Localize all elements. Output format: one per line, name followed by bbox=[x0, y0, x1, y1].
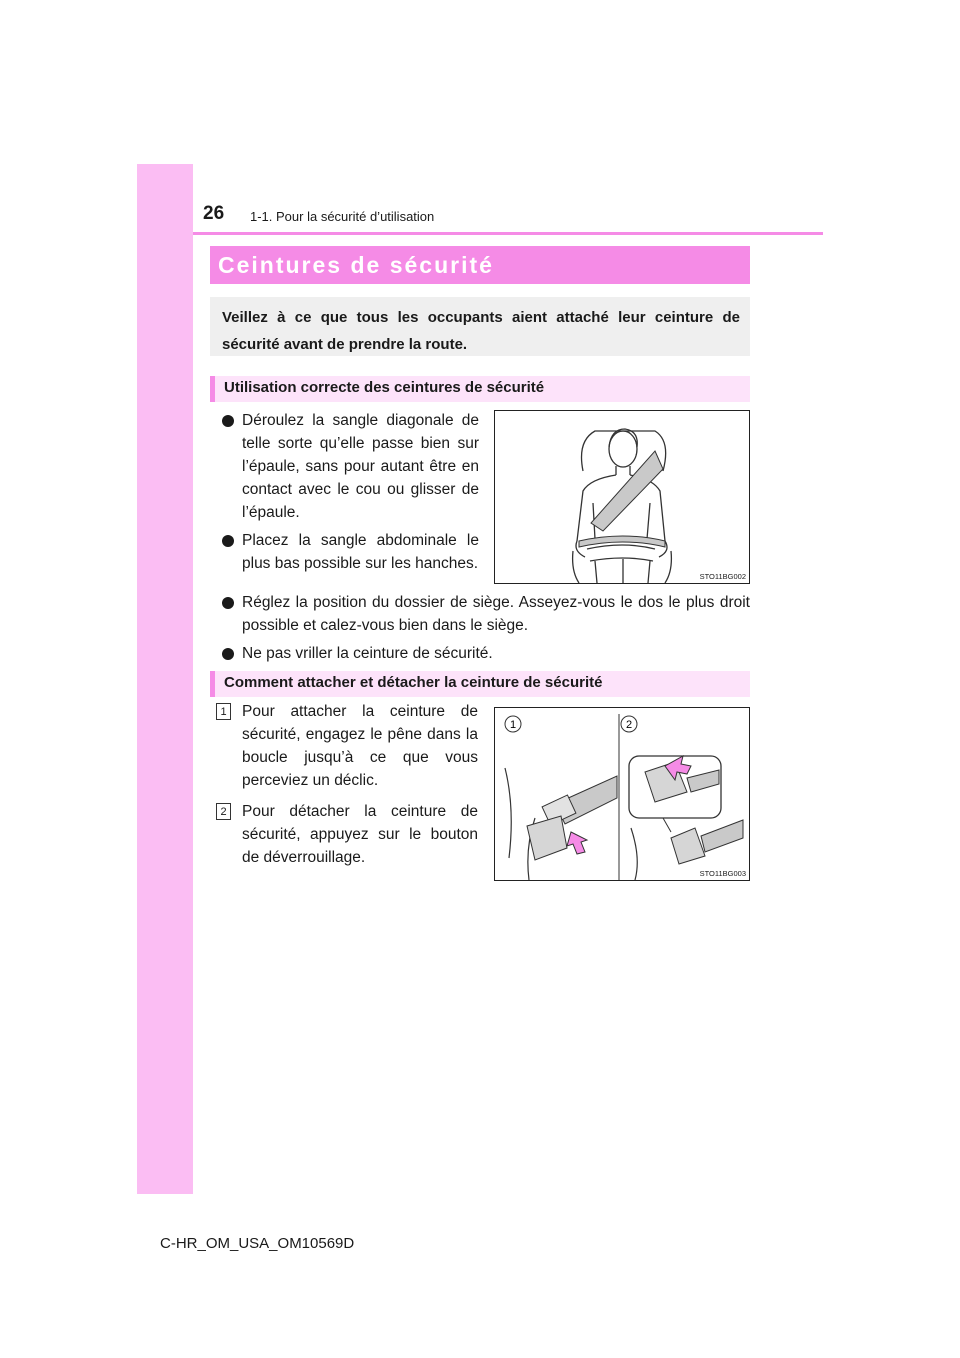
figure-code: STO11BG002 bbox=[699, 572, 746, 581]
section-heading-usage bbox=[210, 376, 750, 402]
buckle-illustration bbox=[495, 708, 749, 880]
steps-list bbox=[216, 700, 478, 877]
step-text: Pour attacher la ceinture de sécurité, engagez le pêne dans la boucle jusqu’à ce que vous perceviez un déclic. bbox=[242, 703, 478, 789]
bullet-icon bbox=[222, 597, 234, 609]
step-number: 2 bbox=[216, 803, 231, 820]
buckle-figure bbox=[494, 707, 750, 881]
bullet-icon bbox=[222, 415, 234, 427]
bullet-text: Déroulez la sangle diagonale de telle sorte qu’elle passe bien sur l’épaule, sans pour autant être en contact avec le cou ou glisser de l’épaule. bbox=[242, 412, 479, 521]
step-text: Pour détacher la ceinture de sécurité, appuyez sur le bouton de déverrouillage. bbox=[242, 803, 478, 866]
page-title: Ceintures de sécurité bbox=[218, 252, 494, 278]
page-side-tab bbox=[137, 164, 193, 1194]
intro-text: Veillez à ce que tous les occupants aient attaché leur ceinture de sécurité avant de prendre la route. bbox=[222, 309, 740, 353]
section-heading-fasten-text: Comment attacher et détacher la ceinture de sécurité bbox=[224, 674, 603, 691]
step-item bbox=[216, 700, 478, 792]
step-item bbox=[216, 800, 478, 869]
section-heading-fasten bbox=[210, 671, 750, 697]
page-number: 26 bbox=[203, 203, 225, 224]
figure-code: STO11BG003 bbox=[699, 869, 746, 878]
bullet-list-full bbox=[222, 591, 750, 670]
bullet-text: Placez la sangle abdominale le plus bas possible sur les hanches. bbox=[242, 532, 479, 572]
section-heading-usage-text: Utilisation correcte des ceintures de sécurité bbox=[224, 379, 545, 396]
bullet-list-beside-figure bbox=[222, 409, 479, 580]
seated-occupant-figure bbox=[494, 410, 750, 584]
figure-label-1: 1 bbox=[509, 719, 517, 731]
figure-label-2: 2 bbox=[625, 719, 633, 731]
document-code-footer: C-HR_OM_USA_OM10569D bbox=[160, 1235, 355, 1252]
section-label: 1-1. Pour la sécurité d’utilisation bbox=[250, 209, 435, 224]
bullet-item bbox=[222, 591, 750, 637]
bullet-text: Réglez la position du dossier de siège. Asseyez-vous le dos le plus droit possible et calez-vous bien dans le siège. bbox=[242, 594, 750, 634]
intro-box bbox=[210, 297, 750, 356]
bullet-item bbox=[222, 529, 479, 575]
bullet-item bbox=[222, 642, 750, 665]
header-divider bbox=[193, 232, 823, 235]
bullet-text: Ne pas vriller la ceinture de sécurité. bbox=[242, 645, 493, 662]
bullet-icon bbox=[222, 535, 234, 547]
step-number: 1 bbox=[216, 703, 231, 720]
seated-occupant-illustration bbox=[495, 411, 749, 583]
bullet-icon bbox=[222, 648, 234, 660]
title-bar bbox=[210, 246, 750, 284]
bullet-item bbox=[222, 409, 479, 524]
